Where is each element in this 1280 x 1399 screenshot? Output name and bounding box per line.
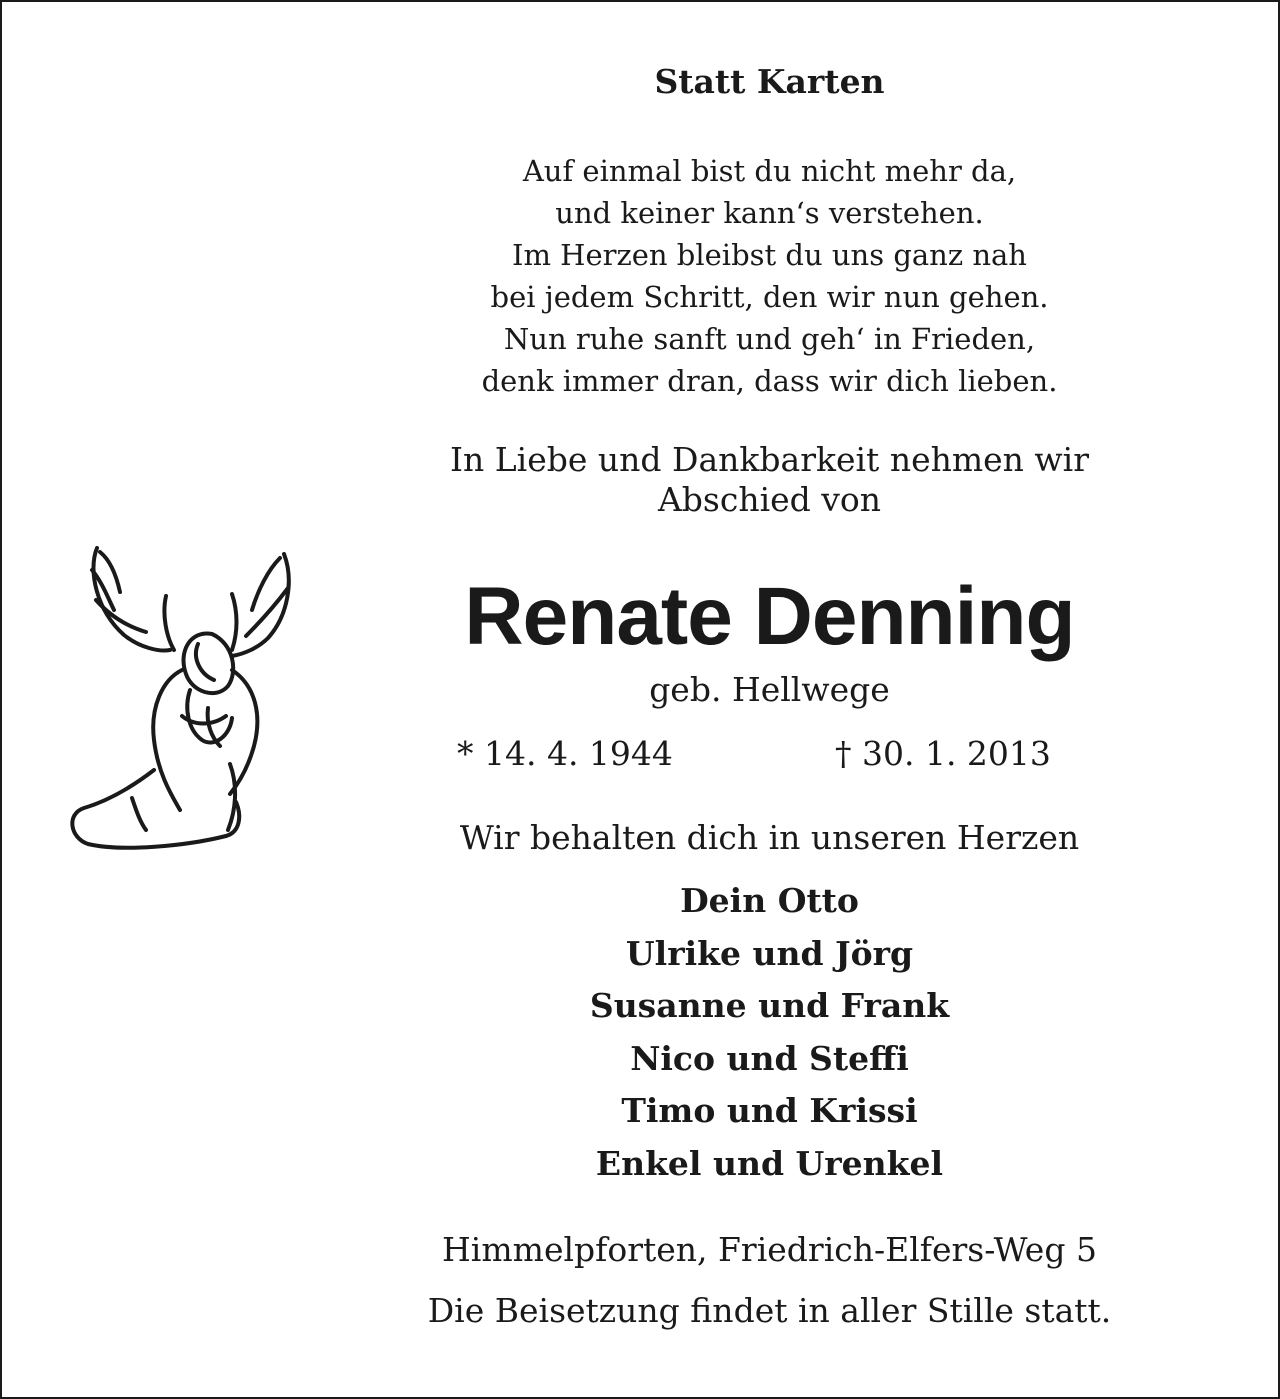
poem-line: Im Herzen bleibst du uns ganz nah	[511, 238, 1027, 272]
poem-line: und keiner kann‘s verstehen.	[555, 196, 984, 230]
mourner-entry: Enkel und Urenkel	[595, 1143, 944, 1183]
mourners-list	[342, 875, 1197, 1191]
angel-icon	[62, 540, 302, 870]
mourner-entry: Dein Otto	[680, 881, 859, 920]
mourner-entry: Susanne und Frank	[589, 986, 950, 1026]
poem-line: denk immer dran, dass wir dich lieben.	[481, 364, 1058, 398]
birth-date: * 14. 4. 1944	[457, 734, 673, 773]
intro-line: In Liebe und Dankbarkeit nehmen wir	[449, 440, 1089, 479]
heading: Statt Karten	[654, 62, 885, 101]
poem-line: Auf einmal bist du nicht mehr da,	[522, 154, 1017, 188]
mourner-entry: Nico und Steffi	[630, 1038, 909, 1078]
intro-line: Abschied von	[657, 480, 882, 519]
poem-line: bei jedem Schritt, den wir nun gehen.	[490, 280, 1049, 314]
motto: Wir behalten dich in unseren Herzen	[459, 818, 1080, 857]
address: Himmelpforten, Friedrich-Elfers-Weg 5	[442, 1230, 1097, 1269]
poem	[342, 150, 1197, 402]
death-date: † 30. 1. 2013	[835, 734, 1051, 773]
burial-note: Die Beisetzung findet in aller Stille statt.	[427, 1291, 1112, 1330]
poem-line: Nun ruhe sanft und geh‘ in Frieden,	[503, 322, 1036, 356]
farewell-intro	[342, 440, 1197, 520]
deceased-name: Renate Denning	[464, 571, 1075, 662]
mourner-entry: Timo und Krissi	[621, 1091, 918, 1131]
mourner-entry: Ulrike und Jörg	[625, 933, 914, 973]
maiden-name: geb. Hellwege	[649, 670, 890, 709]
